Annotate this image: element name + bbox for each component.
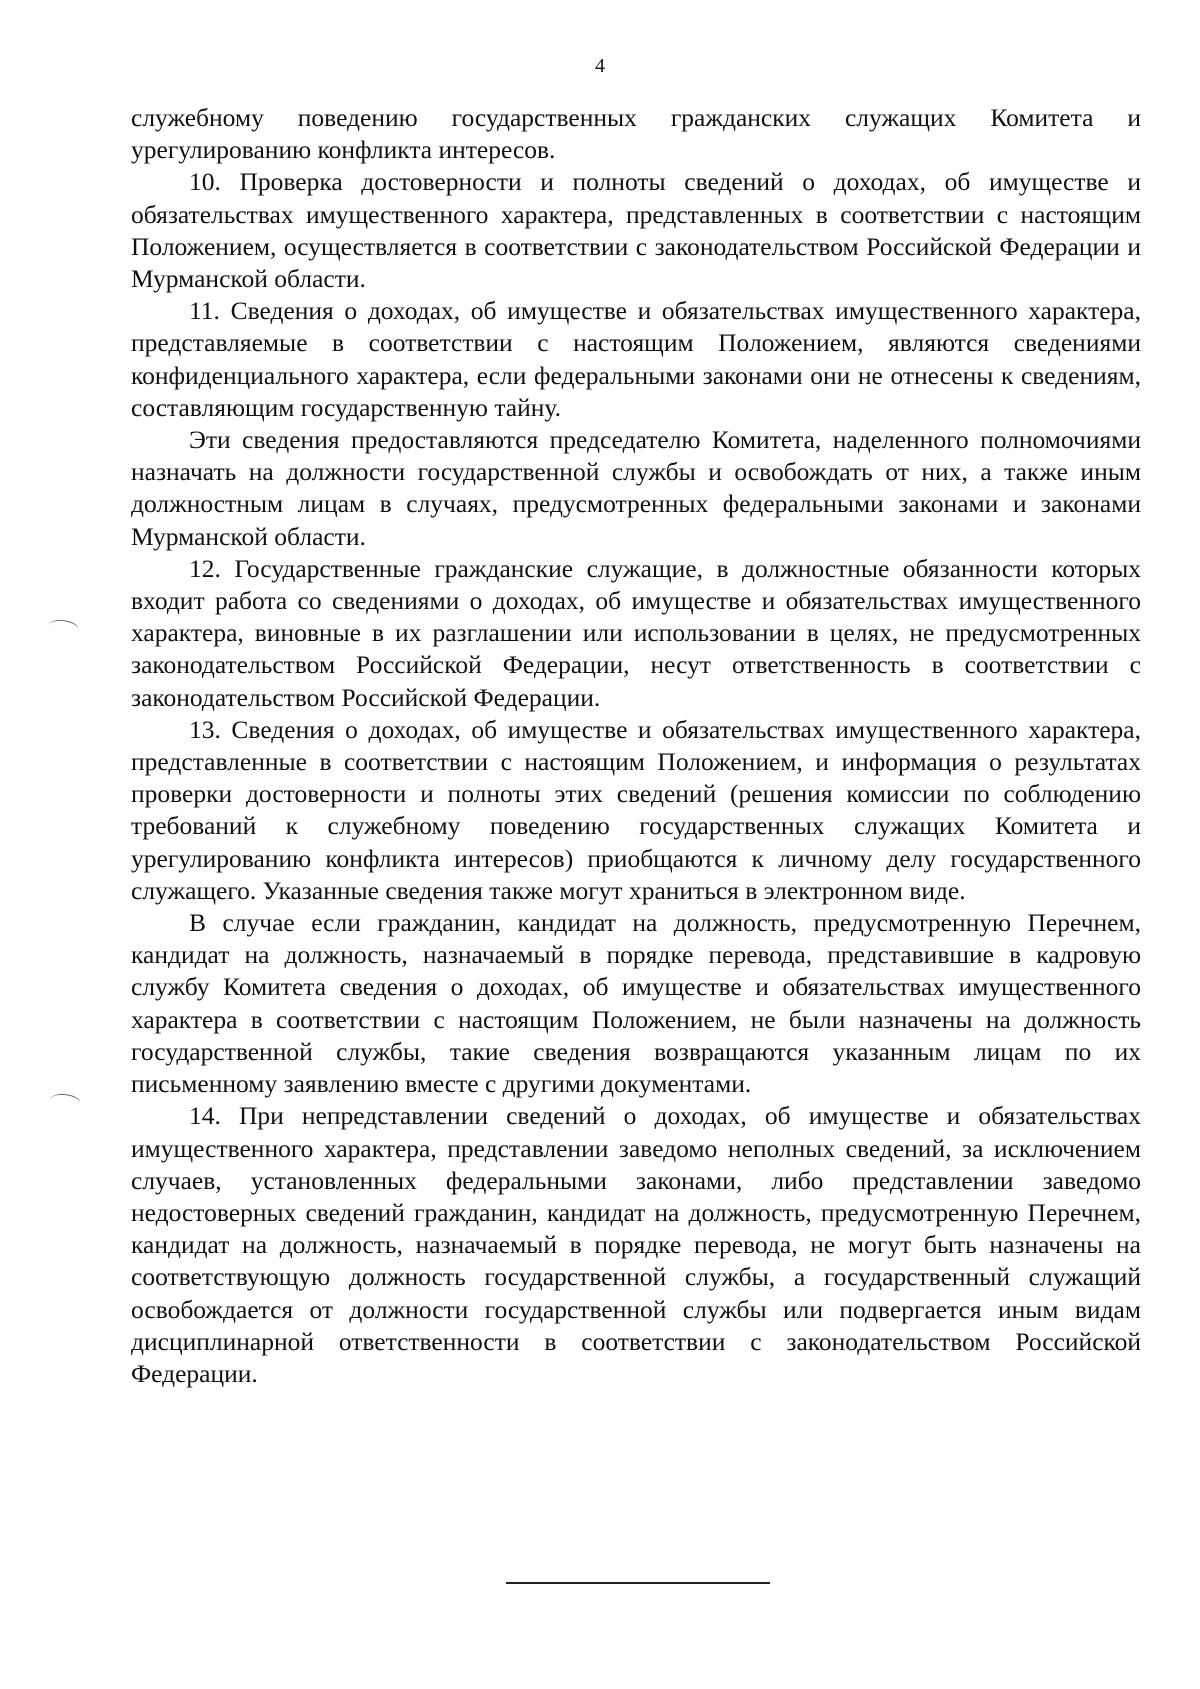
paragraph-item-14: 14. При непредставлении сведений о доходах, об имуществе и обязательствах имущественного характера, представлении заведомо неполных сведений, за исключением случаев, установленных федеральными законами, либо представлении заведомо недостоверных сведений гражданин, кандидат на должность, предусмотренную Перечнем, кандидат на должность, назначаемый в порядке перевода, не могут быть назначены на соответствующую должность государственной службы, а государственный служащий освобождается от должности государственной службы или подвергается иным видам дисциплинарной ответственности в соответствии с законодательством Российской Федерации.	[131, 1101, 1141, 1388]
paragraph-item-13-addendum: В случае если гражданин, кандидат на должность, предусмотренную Перечнем, кандидат на должность, назначаемый в порядке перевода, представившие в кадровую службу Комитета сведения о доходах, об имуществе и обязательствах имущественного характера в соответствии с настоящим Положением, не были назначены на должность государственной службы, такие сведения возвращаются указанным лицам по их письменному заявлению вместе с другими документами.	[131, 908, 1141, 1099]
paragraph-item-12: 12. Государственные гражданские служащие, в должностные обязанности которых входит работа со сведениями о доходах, об имуществе и обязательствах имущественного характера, виновные в их разглашении или использовании в целях, не предусмотренных законодательством Российской Федерации, несут ответственность в соответствии с законодательством Российской Федерации.	[131, 553, 1141, 712]
scan-artifact-mark	[49, 1091, 81, 1112]
paragraph-item-10: 10. Проверка достоверности и полноты сведений о доходах, об имуществе и обязательствах имущественного характера, представленных в соответствии с настоящим Положением, осуществляется в соответствии с законодательством Российской Федерации и Мурманской области.	[131, 167, 1141, 294]
scan-artifact-mark	[47, 617, 79, 638]
paragraph-continuation: служебному поведению государственных гражданских служащих Комитета и урегулированию конфликта интересов.	[131, 103, 1141, 165]
end-of-document-rule	[506, 1582, 770, 1584]
page-number: 4	[595, 55, 605, 77]
paragraph-item-11: 11. Сведения о доходах, об имуществе и обязательствах имущественного характера, представляемые в соответствии с настоящим Положением, являются сведениями конфиденциального характера, если федеральными законами они не отнесены к сведениям, составляющим государственную тайну.	[131, 296, 1141, 422]
document-body	[131, 102, 1141, 1390]
paragraph-item-13: 13. Сведения о доходах, об имуществе и обязательствах имущественного характера, представленные в соответствии с настоящим Положением, и информация о результатах проверки достоверности и полноты этих сведений (решения комиссии по соблюдению требований к служебному поведению государственных служащих Комитета и урегулированию конфликта интересов) приобщаются к личному делу государственного служащего. Указанные сведения также могут храниться в электронном виде.	[131, 714, 1141, 905]
paragraph-item-11-addendum: Эти сведения предоставляются председателю Комитета, наделенного полномочиями назначать на должности государственной службы и освобождать от них, а также иным должностным лицам в случаях, предусмотренных федеральными законами и законами Мурманской области.	[131, 425, 1141, 551]
